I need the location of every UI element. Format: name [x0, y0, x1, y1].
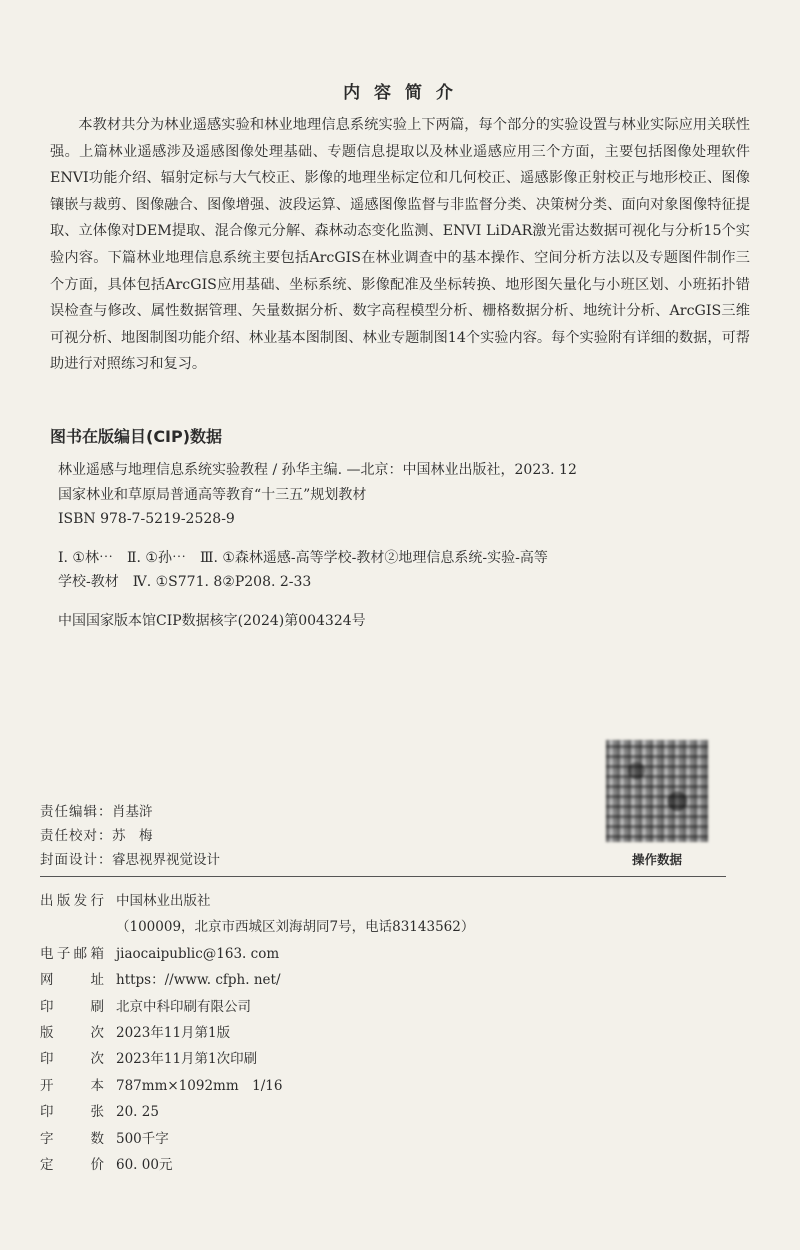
printing-value: 2023年11月第1次印刷: [116, 1051, 258, 1068]
proofreader-value: 苏 梅: [112, 828, 153, 844]
publisher-address: （100009，北京市西城区刘海胡同7号，电话83143562）: [116, 919, 475, 936]
publisher-row: [40, 888, 474, 914]
cip-classification-line: Ⅰ. ①林⋯ Ⅱ. ①孙⋯ Ⅲ. ①森林遥感-高等学校-教材②地理信息系统-实验-高等: [58, 549, 548, 566]
price-label: 定价: [40, 1157, 104, 1174]
proofreader-row: [40, 824, 220, 848]
website-row: [40, 967, 474, 993]
printer-row: [40, 994, 474, 1020]
word-count-row: [40, 1126, 474, 1152]
website-value: https：//www. cfph. net/: [116, 972, 281, 989]
divider: [40, 876, 726, 877]
editor-value: 肖基浒: [112, 804, 153, 820]
sheets-label: 印张: [40, 1104, 104, 1121]
edition-row: [40, 1020, 474, 1046]
content-summary: [50, 112, 750, 378]
format-label: 开本: [40, 1077, 104, 1094]
website-label: 网址: [40, 972, 104, 989]
price-row: [40, 1152, 474, 1178]
proofreader-label: 责任校对：: [40, 828, 113, 844]
word-count-label: 字数: [40, 1130, 104, 1147]
cip-series-line: 国家林业和草原局普通高等教育“十三五”规划教材: [58, 486, 367, 503]
price-value: 60. 00元: [116, 1157, 173, 1174]
sheets-value: 20. 25: [116, 1104, 159, 1121]
cover-design-value: 睿思视界视觉设计: [112, 852, 220, 868]
edition-label: 版次: [40, 1025, 104, 1042]
cip-title-line: 林业遥感与地理信息系统实验教程 / 孙华主编. —北京：中国林业出版社，2023. 12: [58, 462, 577, 478]
printing-row: [40, 1046, 474, 1072]
printer-value: 北京中科印刷有限公司: [116, 998, 251, 1015]
page-title: 内 容 简 介: [343, 83, 457, 103]
sheets-row: [40, 1099, 474, 1125]
printer-label: 印刷: [40, 998, 104, 1015]
cip-number-line: 中国国家版本馆CIP数据核字(2024)第004324号: [58, 612, 366, 629]
qr-code[interactable]: [606, 740, 708, 842]
format-row: [40, 1073, 474, 1099]
email-row: [40, 941, 474, 967]
cover-design-row: [40, 848, 220, 872]
publisher-label: 出版发行: [40, 893, 104, 909]
publisher-value: 中国林业出版社: [116, 893, 211, 909]
publication-info: [40, 888, 474, 1178]
email-value: jiaocaipublic@163. com: [116, 945, 280, 962]
editor-credits: [40, 800, 220, 872]
qr-caption: 操作数据: [631, 852, 682, 867]
cip-classification-line-2: 学校-教材 Ⅳ. ①S771. 8②P208. 2-33: [58, 574, 312, 590]
editor-row: [40, 800, 220, 824]
word-count-value: 500千字: [116, 1130, 169, 1147]
cip-data: [58, 458, 738, 633]
cip-heading: 图书在版编目(CIP)数据: [50, 427, 223, 446]
summary-paragraph: 本教材共分为林业遥感实验和林业地理信息系统实验上下两篇，每个部分的实验设置与林业实际应用关联性强。上篇林业遥感涉及遥感图像处理基础、专题信息提取以及林业遥感应用三个方面，主要包括图像处理软件ENVI功能介绍、辐射定标与大气校正、影像的地理坐标定位和几何校正、遥感影像正射校正与地形校正、图像镶嵌与裁剪、图像融合、图像增强、波段运算、遥感图像监督与非监督分类、决策树分类、面向对象图像特征提取、立体像对DEM提取、混合像元分解、森林动态变化监测、ENVI LiDAR激光雷达数据可视化与分析15个实验内容。下篇林业地理信息系统主要包括ArcGIS在林业调查中的基本操作、空间分析方法以及专题图件制作三个方面，具体包括ArcGIS应用基础、坐标系统、影像配准及坐标转换、地形图矢量化与小班区划、小班拓扑错误检查与修改、属性数据管理、矢量数据分析、数字高程模型分析、栅格数据分析、地统计分析、ArcGIS三维可视分析、地图制图功能介绍、林业基本图制图、林业专题制图14个实验内容。每个实验附有详细的数据，可帮助进行对照练习和复习。: [50, 117, 750, 373]
editor-label: 责任编辑：: [40, 804, 113, 820]
cip-isbn-line: ISBN 978-7-5219-2528-9: [58, 511, 235, 527]
cover-design-label: 封面设计：: [40, 852, 113, 868]
edition-value: 2023年11月第1版: [116, 1025, 231, 1042]
format-value: 787mm×1092mm 1/16: [116, 1077, 283, 1094]
printing-label: 印次: [40, 1051, 104, 1068]
email-label: 电子邮箱: [40, 945, 104, 962]
